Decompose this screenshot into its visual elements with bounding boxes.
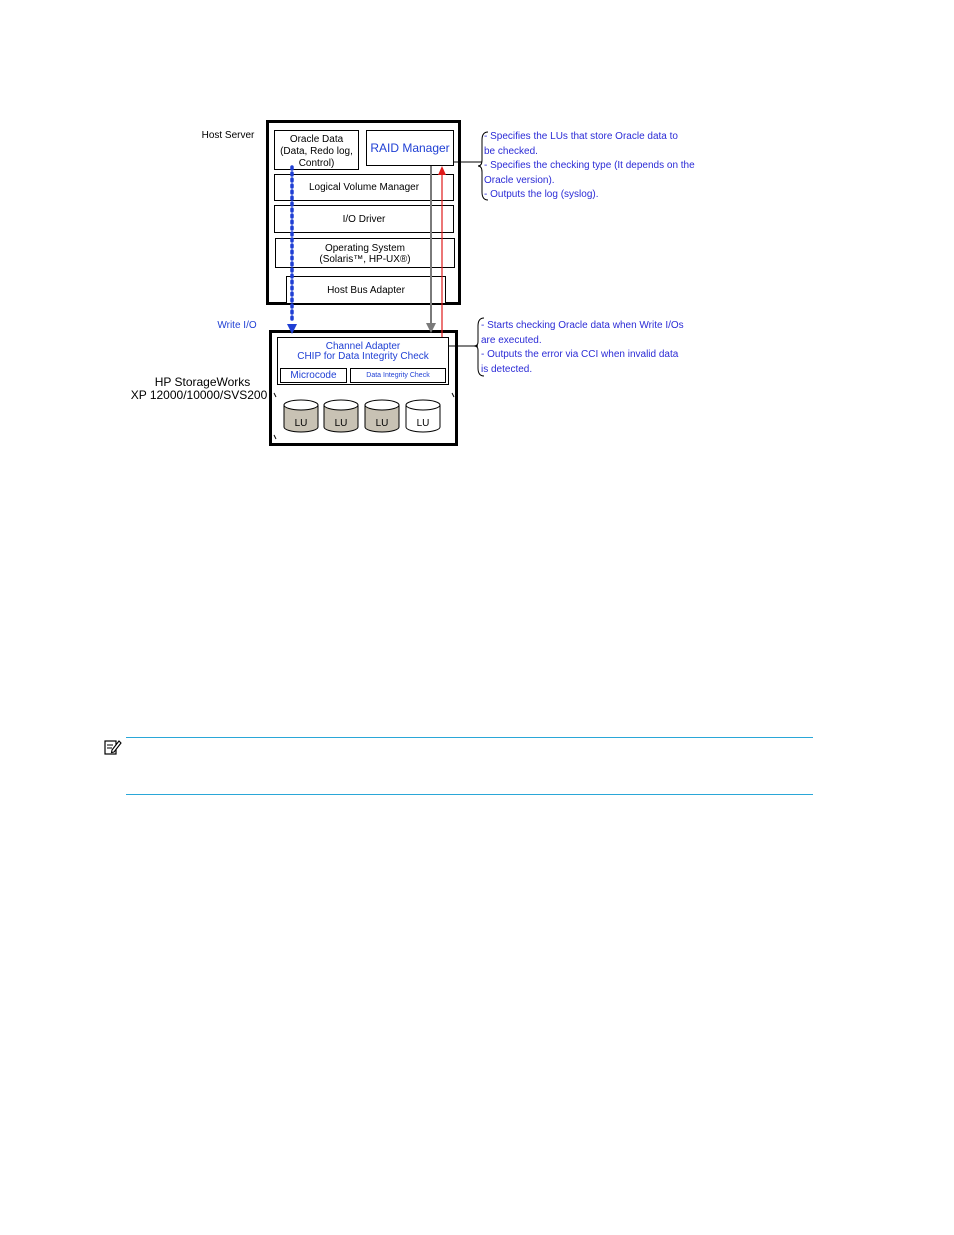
os-line1: Operating System: [324, 243, 406, 254]
io-driver-label: I/O Driver: [342, 213, 386, 225]
channel-adapter-label: Channel Adapter: [325, 341, 401, 352]
raid-note-line-4: Oracle version).: [484, 174, 555, 186]
note-rule-bottom: [126, 794, 813, 795]
gray-arrowhead-icon: [426, 323, 436, 333]
raid-note-line-5: - Outputs the log (syslog).: [484, 189, 599, 200]
lu-label-3: LU: [375, 418, 389, 429]
note-rule-top: [126, 737, 813, 738]
raid-manager-label: RAID Manager: [370, 141, 450, 155]
raid-note-line-1: - Specifies the LUs that store Oracle data to: [484, 131, 678, 142]
storage-label-line1: HP StorageWorks: [154, 375, 251, 389]
microcode-label: Microcode: [290, 370, 337, 381]
red-arrowhead-icon: [438, 166, 446, 175]
write-io-arrowhead-icon: [287, 324, 297, 334]
lu-label-2: LU: [334, 418, 348, 429]
channel-notes: [481, 319, 701, 377]
raid-notes: [484, 130, 704, 203]
lu-label-1: LU: [294, 418, 308, 429]
write-io-label: Write I/O: [217, 320, 257, 331]
note-pencil-icon: [104, 739, 122, 755]
channel-note-line-2: are executed.: [481, 334, 542, 346]
channel-note-line-3: - Outputs the error via CCI when invalid data: [481, 349, 679, 360]
channel-note-line-1: - Starts checking Oracle data when Write I/Os: [481, 320, 684, 331]
hba-label: Host Bus Adapter: [327, 284, 405, 296]
raid-note-line-2: be checked.: [484, 145, 538, 157]
dic-label: Data Integrity Check: [366, 372, 430, 379]
os-line2: (Solaris™, HP-UX®): [319, 254, 411, 265]
lu-label-4: LU: [416, 418, 430, 429]
chip-label: CHIP for Data Integrity Check: [297, 351, 429, 362]
host-server-label: Host Server: [201, 130, 255, 141]
lvm-label: Logical Volume Manager: [308, 182, 420, 193]
oracle-data-line1: Oracle Data: [289, 134, 344, 145]
storage-label-line2: XP 12000/10000/SVS200: [130, 388, 268, 402]
raid-note-line-3: - Specifies the checking type (It depends on the: [484, 160, 695, 171]
oracle-data-line2: (Data, Redo log,: [280, 146, 353, 157]
oracle-data-line3: Control): [298, 158, 335, 169]
channel-note-line-4: is detected.: [481, 363, 533, 375]
